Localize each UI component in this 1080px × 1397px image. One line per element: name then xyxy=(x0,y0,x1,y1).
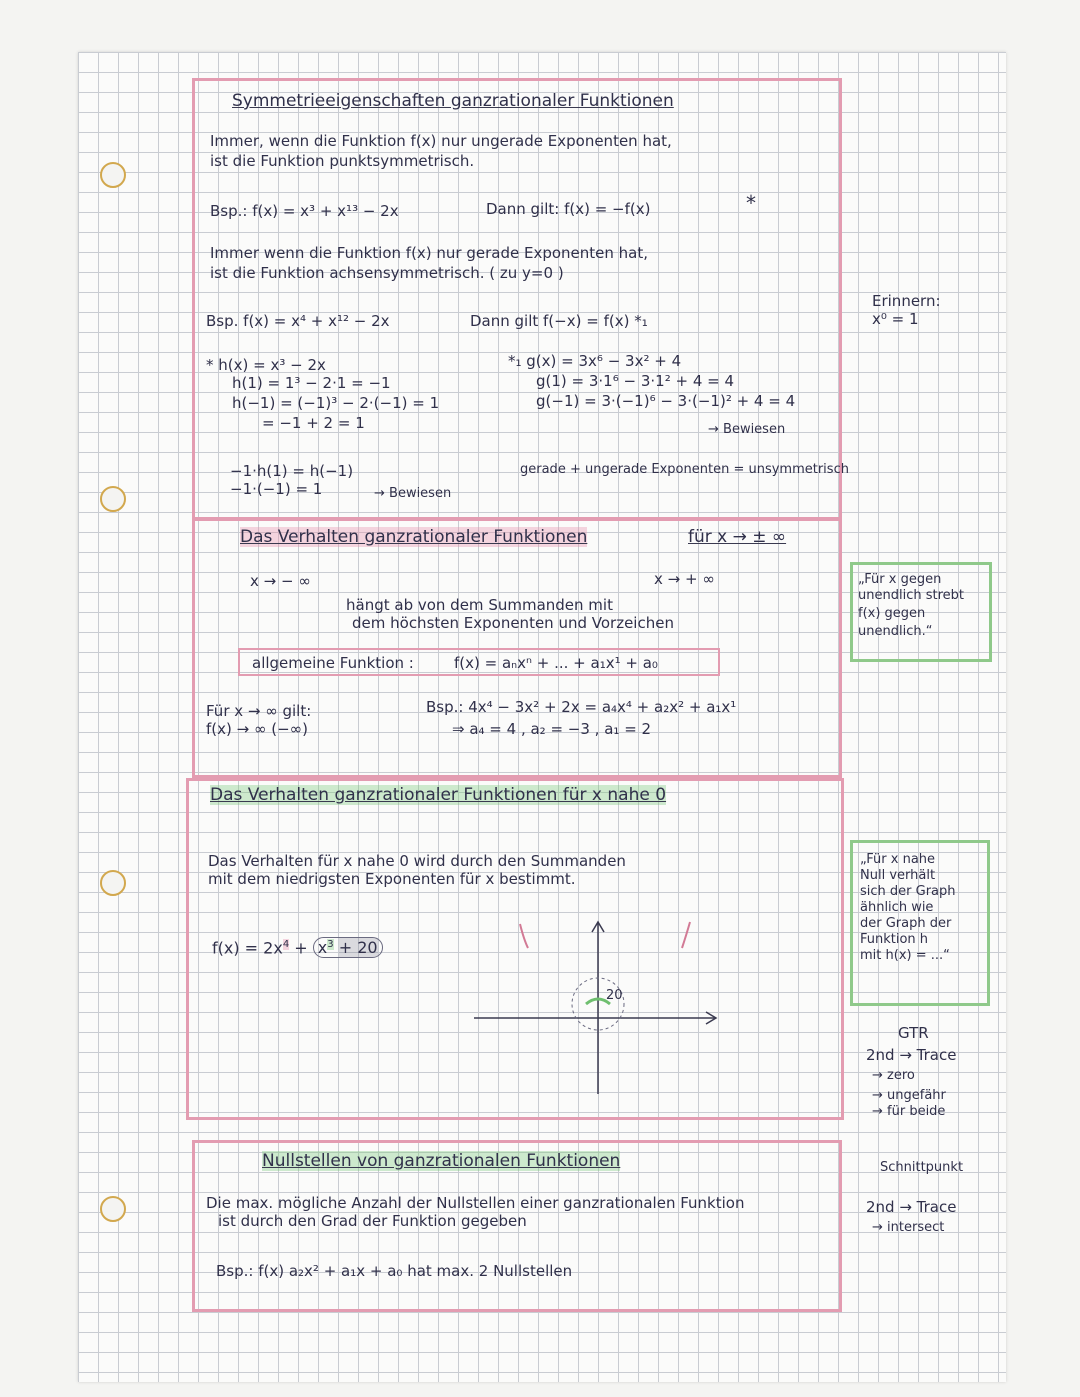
side-note-reminder-label: Erinnern: xyxy=(872,292,941,310)
side-note-gtr-approx: → ungefähr xyxy=(872,1088,946,1103)
side-note-near-zero-3: sich der Graph xyxy=(860,884,956,899)
side-note-gtr-trace: 2nd → Trace xyxy=(866,1046,957,1064)
side-note-near-zero-5: der Graph der xyxy=(860,916,952,931)
label-x-to-minus-infinity: x → − ∞ xyxy=(250,572,311,590)
side-note-near-zero-4: ähnlich wie xyxy=(860,900,934,915)
heading-zeros: Nullstellen von ganzrationalen Funktionen xyxy=(262,1151,621,1171)
graph-label-20: 20 xyxy=(606,988,623,1003)
formula-part-a: f(x) = 2x xyxy=(212,938,283,958)
example-coefficients: Bsp.: 4x⁴ − 3x² + 2x = a₄x⁴ + a₂x² + a₁x¹ xyxy=(426,698,737,716)
side-note-infinity-2: unendlich strebt xyxy=(858,588,964,603)
proof-h-minus1: h(−1) = (−1)³ − 2·(−1) = 1 xyxy=(232,394,440,412)
side-note-gtr-trace-2: 2nd → Trace xyxy=(866,1198,957,1216)
text-point-symmetric: ist die Funktion punktsymmetrisch. xyxy=(210,152,475,170)
exponent-4: 4 xyxy=(282,939,290,950)
text-axis-symmetric: ist die Funktion achsensymmetrisch. ( zu y=0 ) xyxy=(210,264,564,282)
heading-near-zero: Das Verhalten ganzrationaler Funktionen für x nahe 0 xyxy=(210,785,667,805)
proof-point-1: −1·h(1) = h(−1) xyxy=(230,462,354,480)
label-general-function: allgemeine Funktion : xyxy=(252,654,414,672)
heading-infinity-limit: für x → ± ∞ xyxy=(688,527,787,547)
side-note-gtr-both: → für beide xyxy=(872,1104,946,1119)
side-note-near-zero-7: mit h(x) = ...“ xyxy=(860,948,950,963)
side-note-near-zero-6: Funktion h xyxy=(860,932,929,947)
formula-plus: + xyxy=(294,938,308,958)
example-zeros: Bsp.: f(x) a₂x² + a₁x + a₀ hat max. 2 Nullstellen xyxy=(216,1262,573,1280)
text-for-x-to-infinity: Für x → ∞ gilt: xyxy=(206,702,312,720)
note-mixed-exponents: gerade + ungerade Exponenten = unsymmetrisch xyxy=(520,462,849,477)
side-note-near-zero-2: Null verhält xyxy=(860,868,936,883)
side-note-gtr: GTR xyxy=(898,1024,929,1042)
formula-part-c: + 20 xyxy=(338,938,378,958)
text-odd-exponents: Immer, wenn die Funktion f(x) nur ungerade Exponenten hat, xyxy=(210,132,672,150)
text-near-zero-2: mit dem niedrigsten Exponenten für x bestimmt. xyxy=(208,870,576,888)
proof-g-def: *₁ g(x) = 3x⁶ − 3x² + 4 xyxy=(508,352,682,370)
proof-h-result: = −1 + 2 = 1 xyxy=(262,414,365,432)
exponent-3: 3 xyxy=(327,939,334,950)
star-mark: * xyxy=(746,191,756,215)
side-note-infinity-4: unendlich.“ xyxy=(858,624,933,639)
rule-point-symmetric: Dann gilt: f(x) = −f(x) xyxy=(486,200,651,218)
side-note-infinity-1: „Für x gegen xyxy=(858,572,942,587)
proof-g-proven: → Bewiesen xyxy=(708,422,786,437)
proof-g-minus1: g(−1) = 3·(−1)⁶ − 3·(−1)² + 4 = 4 xyxy=(536,392,796,410)
example-even: Bsp. f(x) = x⁴ + x¹² − 2x xyxy=(206,312,390,330)
side-note-gtr-zero: → zero xyxy=(872,1068,915,1083)
graph-curve-right xyxy=(682,922,690,948)
side-note-gtr-intersect: → intersect xyxy=(872,1220,945,1235)
formula-general-function: f(x) = aₙxⁿ + ... + a₁x¹ + a₀ xyxy=(454,654,658,672)
graph-curve-left xyxy=(520,924,528,948)
text-near-zero-1: Das Verhalten für x nahe 0 wird durch den Summanden xyxy=(208,852,626,870)
text-fx-to-infinity: f(x) → ∞ (−∞) xyxy=(206,720,308,738)
text-degree: ist durch den Grad der Funktion gegeben xyxy=(218,1212,527,1230)
rule-axis-symmetric: Dann gilt f(−x) = f(x) *₁ xyxy=(470,312,648,330)
label-x-to-plus-infinity: x → + ∞ xyxy=(654,570,715,588)
formula-part-b: x xyxy=(317,938,328,958)
proof-point-2: −1·(−1) = 1 xyxy=(230,480,323,498)
text-depends-on: hängt ab von dem Summanden mit xyxy=(346,596,613,614)
example-coefficient-values: ⇒ a₄ = 4 , a₂ = −3 , a₁ = 2 xyxy=(452,720,652,738)
proof-point-proven: → Bewiesen xyxy=(374,486,452,501)
example-odd: Bsp.: f(x) = x³ + x¹³ − 2x xyxy=(210,202,399,220)
proof-h-1: h(1) = 1³ − 2·1 = −1 xyxy=(232,374,391,392)
side-note-intersection: Schnittpunkt xyxy=(880,1160,964,1175)
side-note-near-zero-1: „Für x nahe xyxy=(860,852,936,867)
text-highest-exponent: dem höchsten Exponenten und Vorzeichen xyxy=(352,614,674,632)
text-even-exponents: Immer wenn die Funktion f(x) nur gerade Exponenten hat, xyxy=(210,244,649,262)
text-max-zeros: Die max. mögliche Anzahl der Nullstellen einer ganzrationalen Funktion xyxy=(206,1194,745,1212)
heading-infinity: Das Verhalten ganzrationaler Funktionen xyxy=(240,527,588,547)
side-note-reminder-formula: x⁰ = 1 xyxy=(872,310,919,328)
side-note-infinity-3: f(x) gegen xyxy=(858,606,926,621)
proof-g-1: g(1) = 3·1⁶ − 3·1² + 4 = 4 xyxy=(536,372,735,390)
heading-symmetry: Symmetrieeigenschaften ganzrationaler Funktionen xyxy=(232,91,674,111)
proof-h-def: * h(x) = x³ − 2x xyxy=(206,356,326,374)
